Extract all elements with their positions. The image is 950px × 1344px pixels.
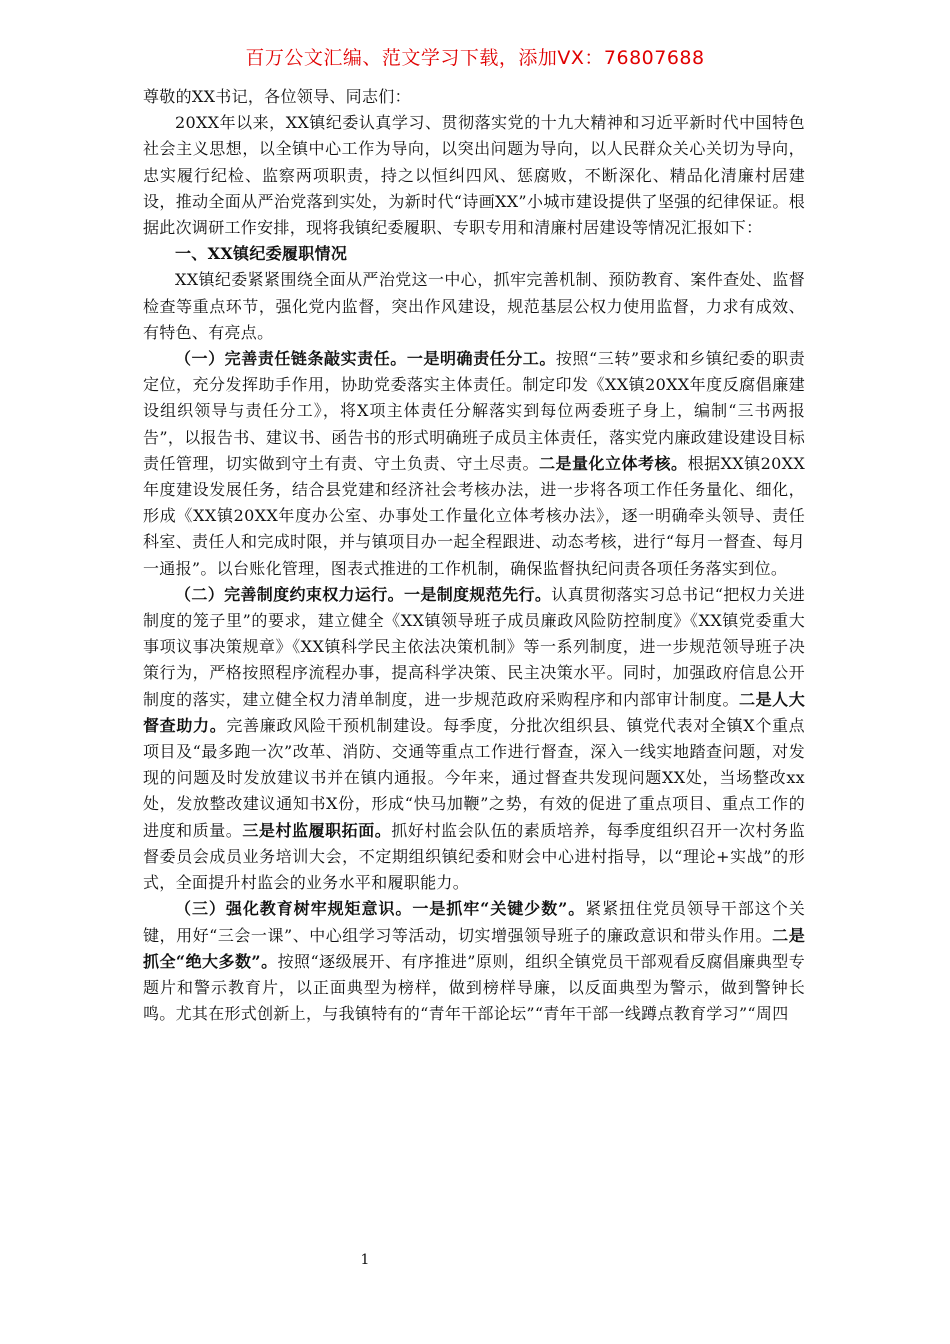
point-text: 完善廉政风险干预机制建设。每季度，分批次组织县、镇党代表对全镇X个重点项目及“最多跑一次”改革、消防、交通等重点工作进行督查，深入一线实地踏查问题，对发现的问题及时发放建议书并在镇内通报。今年来，通过督查共发现问题XX处，当场整改xx处，发放整改建议通知书X份，形成“快马加鞭”之势，有效的促进了重点项目、重点工作的进度和质量。 — [143, 715, 805, 840]
paragraph-education — [143, 896, 805, 1027]
point-title: 三是村监履职拓面。 — [242, 820, 392, 840]
page-number: 1 — [360, 1252, 370, 1268]
point-title: 二是量化立体考核。 — [539, 453, 688, 473]
point-text: 按照“逐级展开、有序推进”原则，组织全镇党员干部观看反腐倡廉典型专题片和警示教育片，以正面典型为榜样，做到榜样导廉，以反面典型为警示，做到警钟长鸣。尤其在形式创新上，与我镇特有的“青年干部论坛”“青年干部一线蹲点教育学习”“周四 — [143, 951, 805, 1024]
point-text: 紧紧扭住党员领导干部这个关键，用好“三会一课”、中心组学习等活动，切实增强领导班子的廉政意识和带头作用。 — [143, 899, 806, 945]
subsection-title: （二）完善制度约束权力运行。 — [175, 584, 404, 604]
paragraph-institution — [143, 582, 805, 896]
section-summary: XX镇纪委紧紧围绕全面从严治党这一中心，抓牢完善机制、预防教育、案件查处、监督检查等重点环节，强化党内监督，突出作风建设，规范基层公权力使用监督，力求有成效、有特色、有亮点。 — [143, 270, 805, 342]
watermark-banner: 百万公文汇编、范文学习下载，添加VX：76807688 — [245, 47, 705, 69]
point-title: 一是抓牢“关键少数”。 — [412, 899, 586, 919]
subsection-title: （一）完善责任链条敲实责任。 — [175, 349, 407, 369]
paragraph-responsibility — [143, 346, 805, 582]
subsection-title: （三）强化教育树牢规矩意识。 — [175, 899, 413, 919]
point-text: 根据XX镇20XX年度建设发展任务，结合县党建和经济社会考核办法，进一步将各项工作任务量化、细化，形成《XX镇20XX年度办公室、办事处工作量化立体考核办法》，逐一明确牵头领导、责任科室、责任人和完成时限，并与镇项目办一起全程跟进、动态考核，进行“每月一督查、每月一通报”。以台账化管理，图表式推进的工作机制，确保监督执纪问责各项任务落实到位。 — [143, 453, 806, 578]
document-body — [143, 84, 805, 1027]
section-heading: 一、XX镇纪委履职情况 — [175, 244, 348, 264]
point-title: 一是制度规范先行。 — [403, 584, 552, 604]
point-text: 认真贯彻落实习总书记“把权力关进制度的笼子里”的要求，建立健全《XX镇领导班子成员廉政风险防控制度》《XX镇党委重大事项议事决策规章》《XX镇科学民主依法决策机制》等一系列制度，进一步规范领导班子决策行为，严格按照程序流程办事，提高科学决策、民主决策水平。同时，加强政府信息公开制度的落实，建立健全权力清单制度，进一步规范政府采购程序和内部审计制度。 — [143, 584, 806, 709]
point-title: 一是明确责任分工。 — [406, 349, 556, 369]
point-text: 抓好村监会队伍的素质培养，每季度组织召开一次村务监督委员会成员业务培训大会，不定期组织镇纪委和财会中心进村指导，以“理论+实战”的形式，全面提升村监会的业务水平和履职能力。 — [143, 820, 805, 893]
point-title: 二是人大督查助力。 — [143, 689, 805, 735]
point-title: 二是抓全“绝大多数”。 — [143, 925, 805, 971]
salutation: 尊敬的XX书记，各位领导、同志们： — [143, 87, 411, 106]
intro-paragraph: 20XX年以来，XX镇纪委认真学习、贯彻落实党的十九大精神和习近平新时代中国特色社会主义思想，以全镇中心工作为导向，以突出问题为导向，以人民群众关心关切为导向，忠实履行纪检、监察两项职责，持之以恒纠四风、惩腐败，不断深化、精品化清廉村居建设，推动全面从严治党落到实处，为新时代“诗画XX”小城市建设提供了坚强的纪律保证。根据此次调研工作安排，现将我镇纪委履职、专职专用和清廉村居建设等情况汇报如下： — [143, 113, 805, 238]
point-text: 按照“三转”要求和乡镇纪委的职责定位，充分发挥助手作用，协助党委落实主体责任。制定印发《XX镇20XX年度反腐倡廉建设组织领导与责任分工》，将X项主体责任分解落实到每位两委班子身上，编制“三书两报告”，以报告书、建议书、函告书的形式明确班子成员主体责任，落实党内廉政建设建设目标责任管理，切实做到守土有责、守土负责、守土尽责。 — [143, 349, 805, 473]
